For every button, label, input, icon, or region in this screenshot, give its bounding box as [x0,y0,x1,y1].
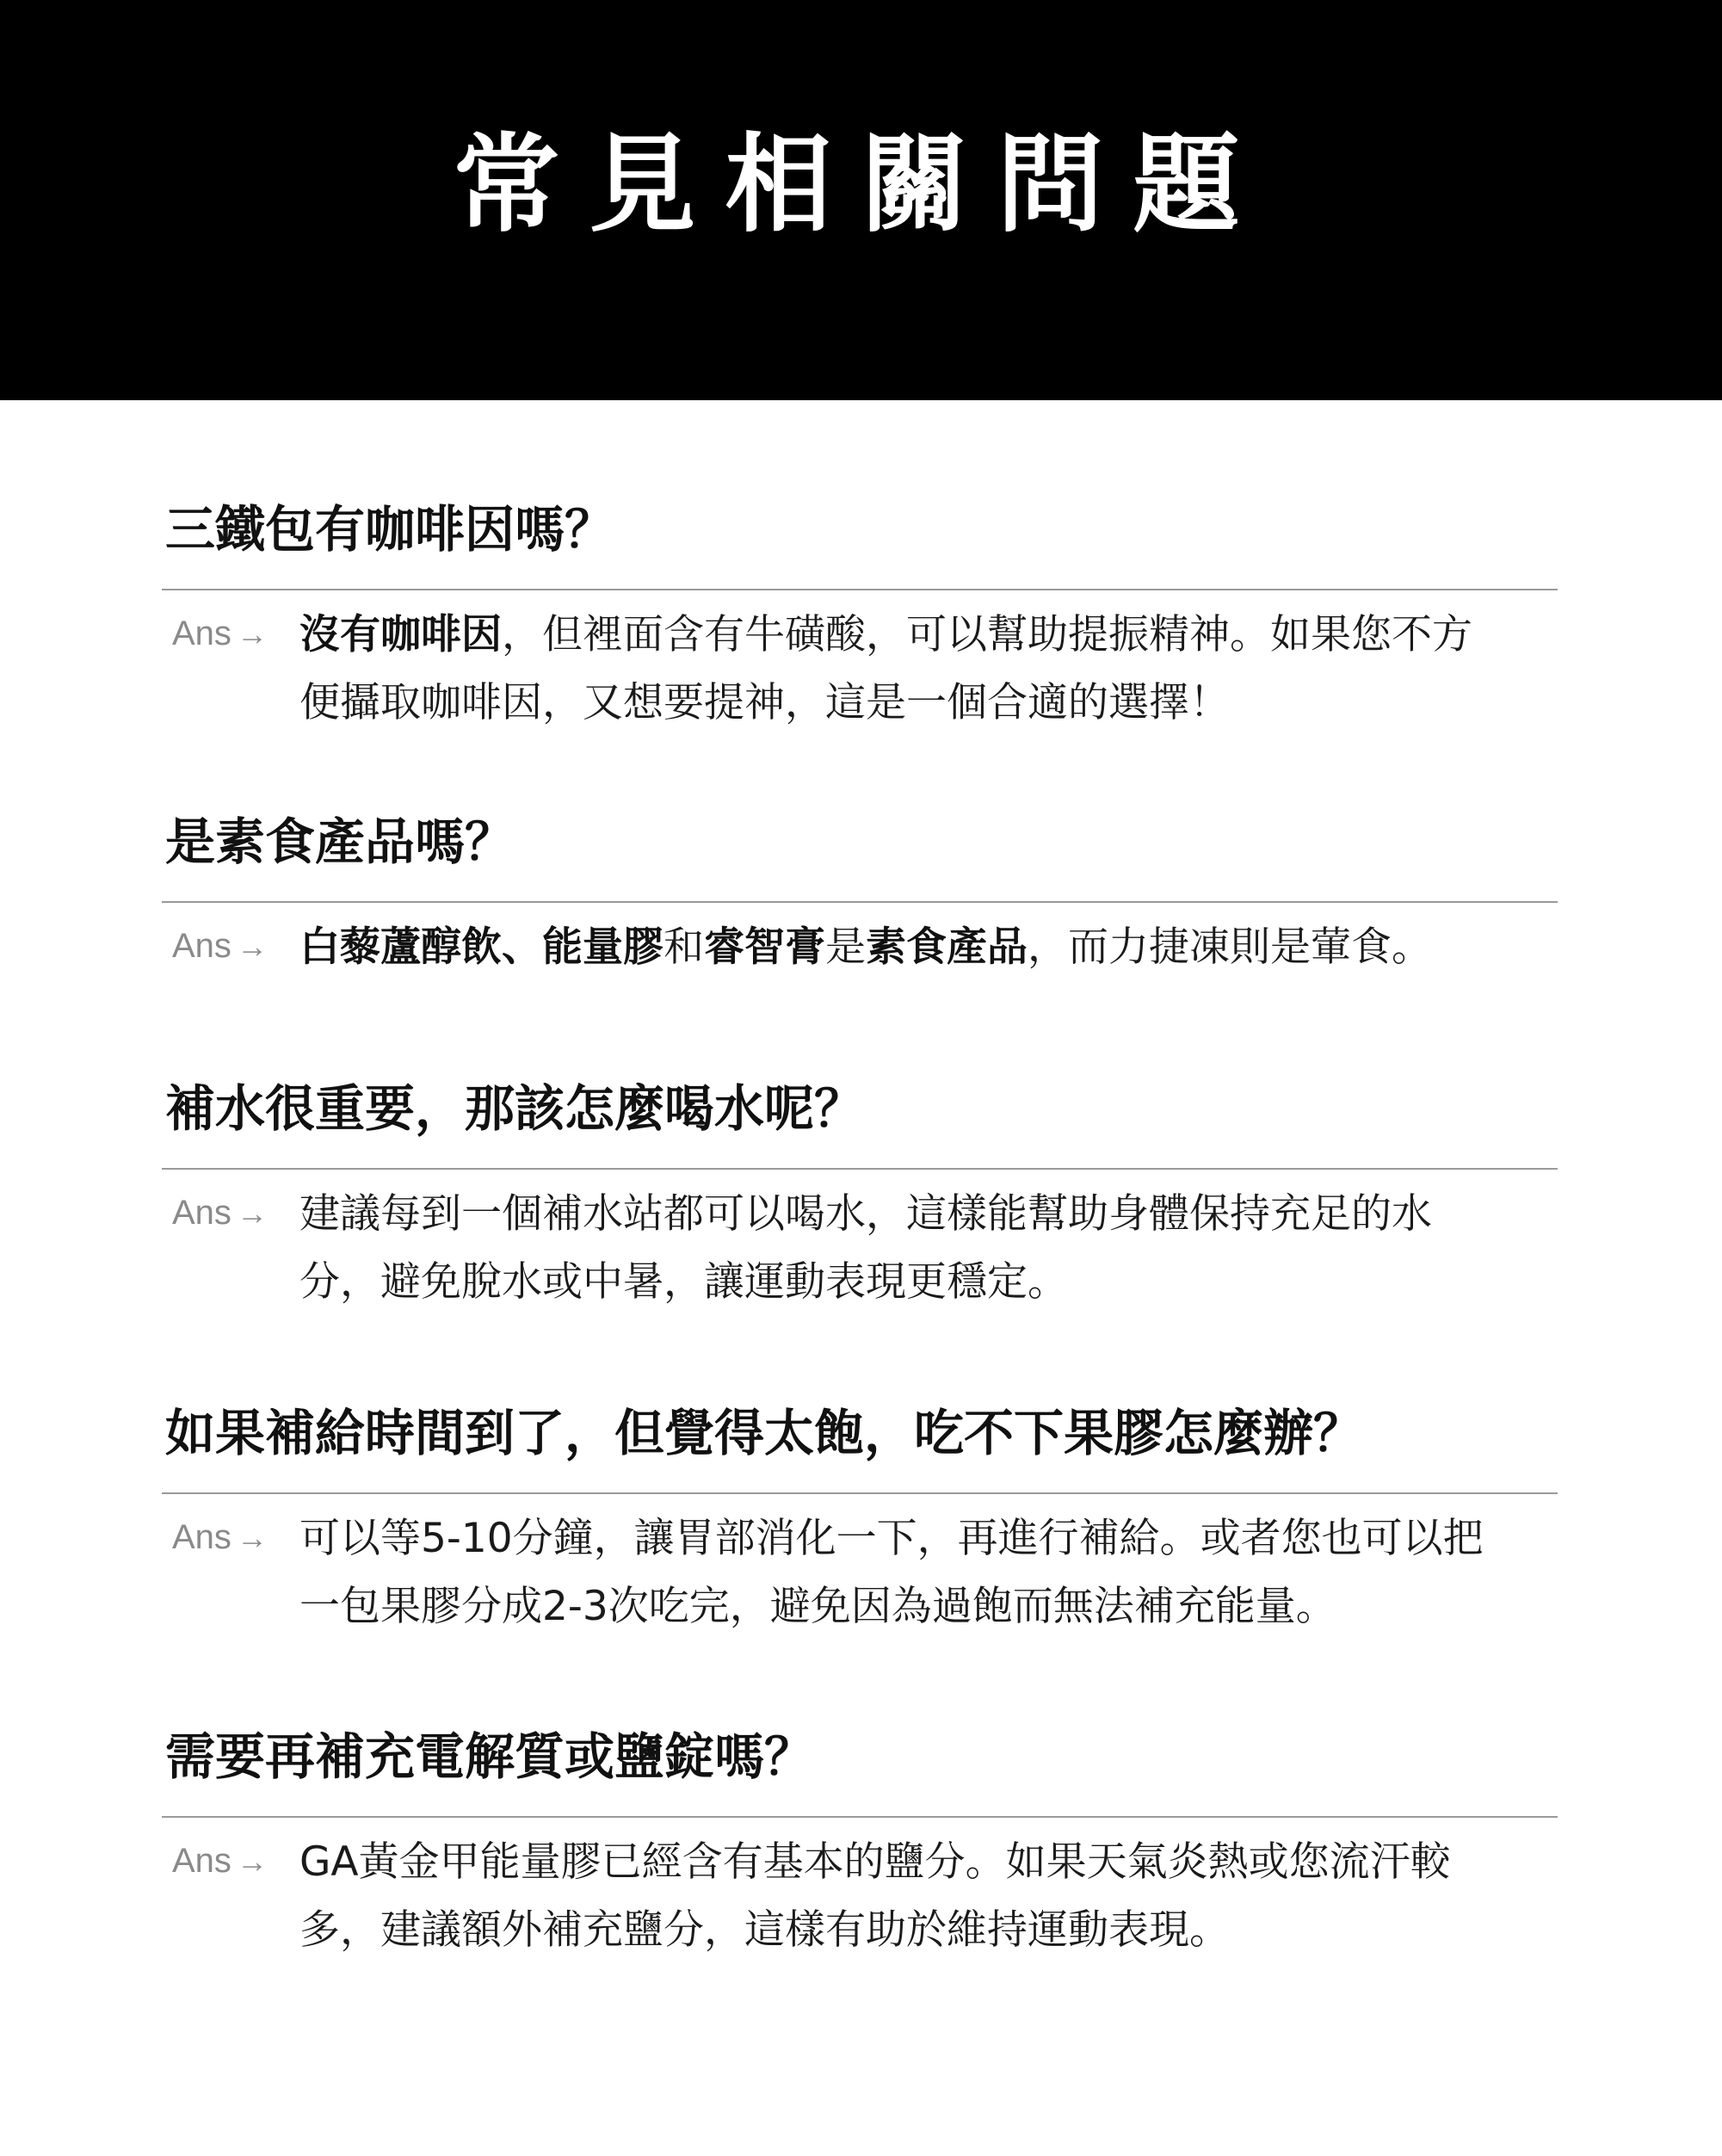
faq-answer [299,913,1539,981]
faq-answer [299,1180,1539,1316]
arrow-right-icon: → [236,1844,268,1879]
ans-label [172,1511,268,1564]
ans-label [172,608,268,660]
ans-label-text: Ans [172,1518,231,1556]
faq-question: 是素食產品嗎？ [165,812,515,871]
faq-answer [299,1828,1539,1964]
divider [162,901,1558,903]
divider [162,589,1558,590]
divider [162,1816,1558,1818]
answer-line [299,1896,1539,1964]
ans-label [172,1835,268,1887]
ans-label-text: Ans [172,615,231,652]
answer-line [299,601,1539,669]
answer-line [299,1828,1539,1896]
ans-label [172,920,268,973]
answer-text: ，而力捷凍則是葷食。 [1028,924,1432,971]
answer-line [299,913,1539,981]
divider [162,1492,1558,1494]
faq-question: 補水很重要，那該怎麼喝水呢？ [165,1079,865,1138]
answer-line [299,1180,1539,1248]
arrow-right-icon: → [236,929,268,964]
answer-line [299,1248,1539,1316]
arrow-right-icon: → [236,1520,268,1555]
ans-label-text: Ans [172,1194,231,1232]
ans-label [172,1187,268,1239]
answer-text: 建議每到一個補水站都可以喝水，這樣能幫助身體保持充足的水 [299,1190,1432,1238]
faq-question: 如果補給時間到了，但覺得太飽，吃不下果膠怎麼辦？ [165,1404,1364,1462]
faq-answer [299,1504,1539,1640]
ans-label-text: Ans [172,1842,231,1880]
faq-question: 三鐵包有咖啡因嗎？ [165,500,615,559]
answer-line [299,669,1539,737]
faq-answer [299,601,1539,737]
answer-text: 和 [663,924,704,971]
answer-line [299,1504,1539,1572]
divider [162,1168,1558,1170]
answer-line [299,1572,1539,1640]
answer-text: ，但裡面含有牛磺酸，可以幫助提振精神。如果您不方 [502,611,1472,658]
faq-question: 需要再補充電解質或鹽錠嗎？ [165,1727,815,1786]
answer-text: GA黃金甲能量膠已經含有基本的鹽分。如果天氣炎熱或您流汗較 [299,1838,1451,1886]
answer-highlight: 睿智膏 [704,924,825,971]
answer-highlight: 素食產品 [866,924,1028,971]
arrow-right-icon: → [236,616,268,652]
answer-text: 一包果膠分成2-3次吃完，避免因為過飽而無法補充能量。 [299,1583,1336,1630]
ans-label-text: Ans [172,927,231,965]
answer-text: 是 [825,924,866,971]
arrow-right-icon: → [236,1195,268,1231]
answer-highlight: 白藜蘆醇飲、能量膠 [299,924,663,971]
answer-text: 分，避免脫水或中暑，讓運動表現更穩定。 [299,1258,1068,1306]
answer-highlight: 沒有咖啡因 [299,611,502,658]
header-banner [0,0,1722,400]
answer-text: 便攝取咖啡因，又想要提神，這是一個合適的選擇！ [299,679,1230,726]
answer-text: 可以等5-10分鐘，讓胃部消化一下，再進行補給。或者您也可以把 [299,1515,1484,1562]
page-title: 常見相關問題 [453,123,1269,247]
answer-text: 多，建議額外補充鹽分，這樣有助於維持運動表現。 [299,1906,1230,1954]
